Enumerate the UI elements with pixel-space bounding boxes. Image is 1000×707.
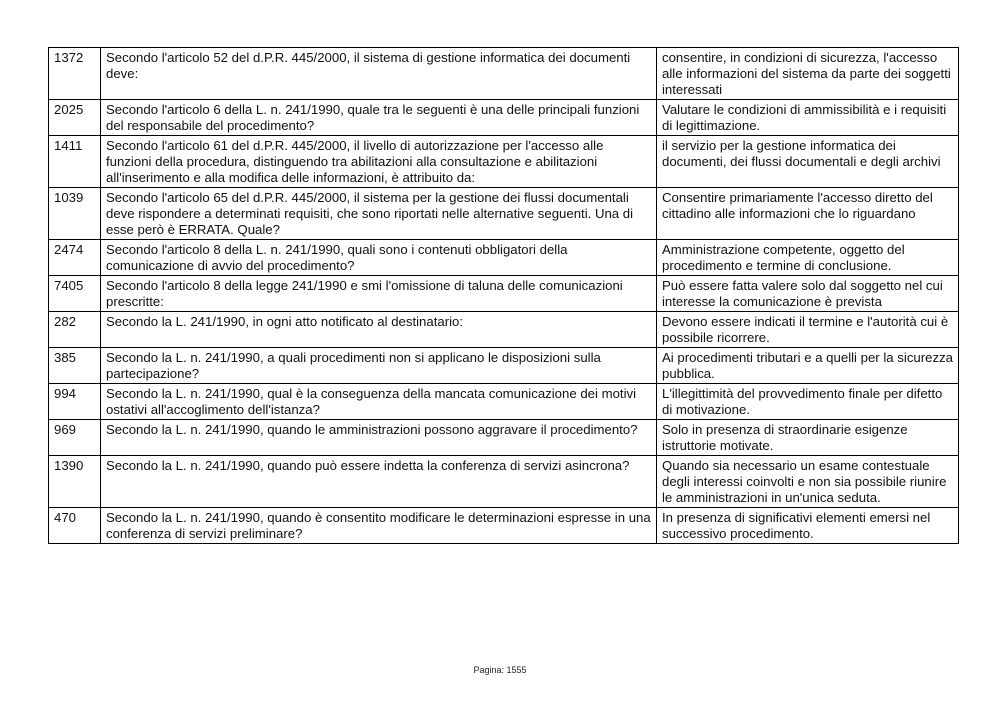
- questions-table: [48, 47, 959, 544]
- question-id: 282: [49, 312, 101, 348]
- table-row: [49, 456, 959, 508]
- table-row: [49, 48, 959, 100]
- answer-text: Valutare le condizioni di ammissibilità e i requisiti di legittimazione.: [657, 100, 959, 136]
- question-id: 385: [49, 348, 101, 384]
- question-id: 994: [49, 384, 101, 420]
- answer-text: Devono essere indicati il termine e l'autorità cui è possibile ricorrere.: [657, 312, 959, 348]
- table-row: [49, 508, 959, 544]
- question-text: Secondo l'articolo 8 della legge 241/1990 e smi l'omissione di taluna delle comunicazioni prescritte:: [101, 276, 657, 312]
- question-text: Secondo la L. n. 241/1990, a quali procedimenti non si applicano le disposizioni sulla partecipazione?: [101, 348, 657, 384]
- question-id: 1372: [49, 48, 101, 100]
- question-id: 2025: [49, 100, 101, 136]
- table-row: [49, 420, 959, 456]
- question-id: 1039: [49, 188, 101, 240]
- question-id: 969: [49, 420, 101, 456]
- answer-text: Ai procedimenti tributari e a quelli per la sicurezza pubblica.: [657, 348, 959, 384]
- question-id: 470: [49, 508, 101, 544]
- question-id: 2474: [49, 240, 101, 276]
- question-text: Secondo la L. n. 241/1990, quando le amministrazioni possono aggravare il procedimento?: [101, 420, 657, 456]
- table-row: [49, 348, 959, 384]
- answer-text: consentire, in condizioni di sicurezza, l'accesso alle informazioni del sistema da parte dei soggetti interessati: [657, 48, 959, 100]
- question-text: Secondo l'articolo 52 del d.P.R. 445/2000, il sistema di gestione informatica dei documenti deve:: [101, 48, 657, 100]
- question-text: Secondo l'articolo 65 del d.P.R. 445/2000, il sistema per la gestione dei flussi documentali deve rispondere a determinati requisiti, che sono riportati nelle alternative seguenti. Una di esse però è ERRATA. Quale?: [101, 188, 657, 240]
- answer-text: Può essere fatta valere solo dal soggetto nel cui interesse la comunicazione è prevista: [657, 276, 959, 312]
- question-id: 7405: [49, 276, 101, 312]
- question-text: Secondo la L. n. 241/1990, quando è consentito modificare le determinazioni espresse in una conferenza di servizi preliminare?: [101, 508, 657, 544]
- questions-table-body: [49, 48, 959, 544]
- page-number: Pagina: 1555: [473, 665, 527, 675]
- question-text: Secondo l'articolo 61 del d.P.R. 445/2000, il livello di autorizzazione per l'accesso alle funzioni della procedura, distinguendo tra abilitazioni alla consultazione e abilitazioni all'inserimento e alla modifica delle informazioni, è attribuito da:: [101, 136, 657, 188]
- answer-text: L'illegittimità del provvedimento finale per difetto di motivazione.: [657, 384, 959, 420]
- answer-text: Quando sia necessario un esame contestuale degli interessi coinvolti e non sia possibile riunire le amministrazioni in un'unica seduta.: [657, 456, 959, 508]
- answer-text: In presenza di significativi elementi emersi nel successivo procedimento.: [657, 508, 959, 544]
- question-text: Secondo l'articolo 6 della L. n. 241/1990, quale tra le seguenti è una delle principali funzioni del responsabile del procedimento?: [101, 100, 657, 136]
- table-row: [49, 240, 959, 276]
- question-id: 1411: [49, 136, 101, 188]
- question-text: Secondo l'articolo 8 della L. n. 241/1990, quali sono i contenuti obbligatori della comunicazione di avvio del procedimento?: [101, 240, 657, 276]
- question-text: Secondo la L. 241/1990, in ogni atto notificato al destinatario:: [101, 312, 657, 348]
- table-row: [49, 188, 959, 240]
- question-text: Secondo la L. n. 241/1990, quando può essere indetta la conferenza di servizi asincrona?: [101, 456, 657, 508]
- table-row: [49, 100, 959, 136]
- table-row: [49, 276, 959, 312]
- answer-text: Solo in presenza di straordinarie esigenze istruttorie motivate.: [657, 420, 959, 456]
- table-row: [49, 384, 959, 420]
- answer-text: Amministrazione competente, oggetto del procedimento e termine di conclusione.: [657, 240, 959, 276]
- question-id: 1390: [49, 456, 101, 508]
- answer-text: il servizio per la gestione informatica dei documenti, dei flussi documentali e degli archivi: [657, 136, 959, 188]
- table-row: [49, 136, 959, 188]
- question-text: Secondo la L. n. 241/1990, qual è la conseguenza della mancata comunicazione dei motivi ostativi all'accoglimento dell'istanza?: [101, 384, 657, 420]
- answer-text: Consentire primariamente l'accesso diretto del cittadino alle informazioni che lo riguardano: [657, 188, 959, 240]
- table-row: [49, 312, 959, 348]
